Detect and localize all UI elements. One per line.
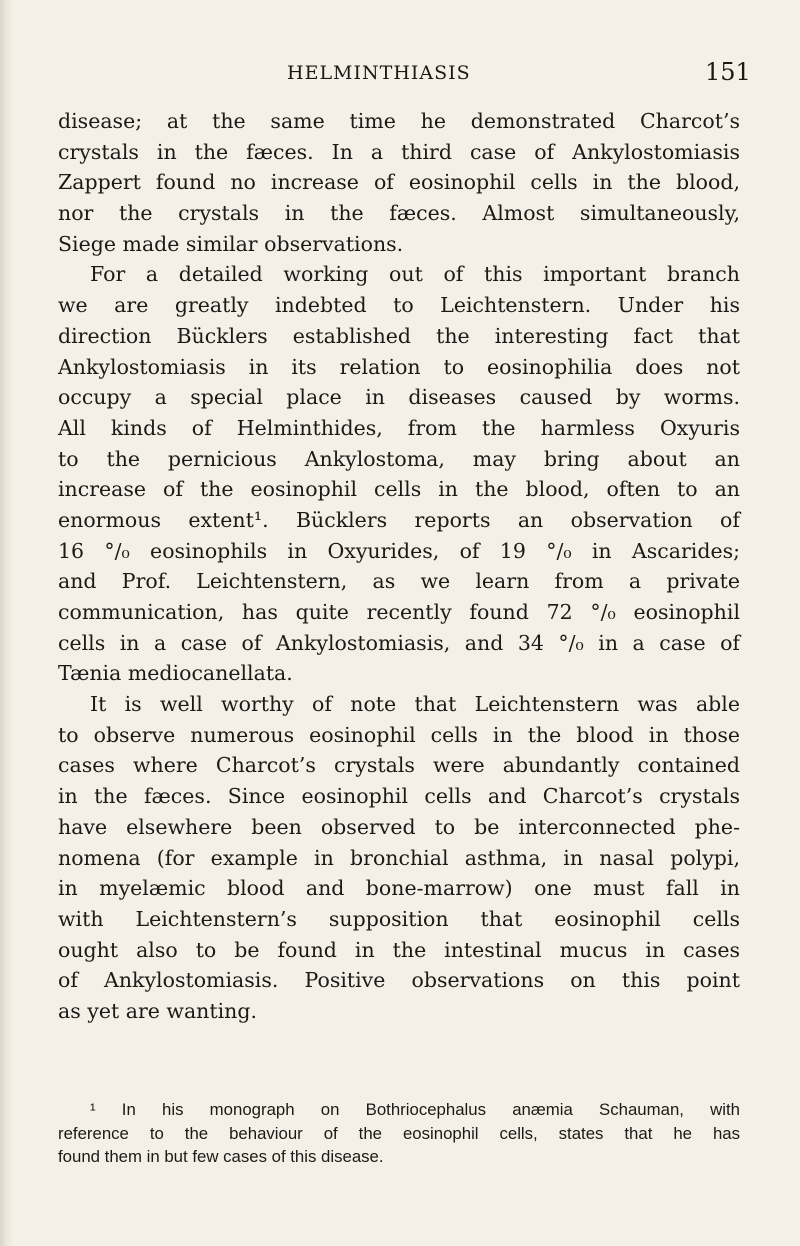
- text-line: in the fæces. Since eosinophil cells and Charcot’s crystals: [58, 784, 740, 809]
- text-line: and Prof. Leichtenstern, as we learn from a private: [58, 569, 740, 594]
- text-line: communication, has quite recently found 72 °/₀ eosinophil: [58, 600, 740, 624]
- page-number: 151: [705, 58, 751, 86]
- text-line: in myelæmic blood and bone-marrow) one must fall in: [58, 876, 740, 901]
- text-line: increase of the eosinophil cells in the blood, often to an: [58, 477, 740, 502]
- text-line: disease; at the same time he demonstrated Charcot’s: [58, 109, 740, 133]
- text-line: Siege made similar observations.: [58, 231, 404, 256]
- text-line: For a detailed working out of this important branch: [90, 262, 740, 287]
- footnote: [58, 1098, 740, 1169]
- text-line: Tænia mediocanellata.: [58, 661, 293, 686]
- text-line: of Ankylostomiasis. Positive observations on this point: [58, 968, 740, 993]
- footnote-line: found them in but few cases of this disease.: [58, 1147, 384, 1166]
- text-line: enormous extent¹. Bücklers reports an observation of: [58, 507, 740, 532]
- text-line: cells in a case of Ankylostomiasis, and 34 °/₀ in a case of: [58, 630, 740, 655]
- text-line: occupy a special place in diseases caused by worms.: [58, 385, 740, 410]
- text-line: All kinds of Helminthides, from the harmless Oxyuris: [58, 415, 740, 440]
- text-line: to the pernicious Ankylostoma, may bring about an: [58, 446, 740, 471]
- text-line: Ankylostomiasis in its relation to eosinophilia does not: [58, 354, 740, 379]
- text-line: with Leichtenstern’s supposition that eosinophil cells: [58, 906, 740, 931]
- text-line: have elsewhere been observed to be interconnected phe-: [58, 814, 740, 839]
- text-line: nomena (for example in bronchial asthma, in nasal polypi,: [58, 845, 740, 870]
- text-line: as yet are wanting.: [58, 998, 258, 1023]
- footnote-line: ¹ In his monograph on Bothriocephalus anæmia Schauman, with: [90, 1100, 740, 1119]
- body-text: [58, 106, 740, 1027]
- text-line: nor the crystals in the fæces. Almost simultaneously,: [58, 201, 740, 226]
- text-line: Zappert found no increase of eosinophil cells in the blood,: [58, 170, 740, 195]
- text-line: to observe numerous eosinophil cells in the blood in those: [58, 722, 740, 747]
- text-line: 16 °/₀ eosinophils in Oxyurides, of 19 °/₀ in Ascarides;: [58, 538, 740, 563]
- running-title: HELMINTHIASIS: [287, 62, 471, 84]
- text-line: we are greatly indebted to Leichtenstern. Under his: [58, 293, 740, 318]
- text-line: It is well worthy of note that Leichtenstern was able: [90, 692, 740, 717]
- page-header: [0, 58, 800, 88]
- text-line: cases where Charcot’s crystals were abundantly contained: [58, 753, 740, 778]
- footnote-line: reference to the behaviour of the eosinophil cells, states that he has: [58, 1123, 740, 1143]
- text-line: crystals in the fæces. In a third case of Ankylostomiasis: [58, 139, 740, 164]
- text-line: ought also to be found in the intestinal mucus in cases: [58, 937, 740, 962]
- text-line: direction Bücklers established the interesting fact that: [58, 323, 740, 348]
